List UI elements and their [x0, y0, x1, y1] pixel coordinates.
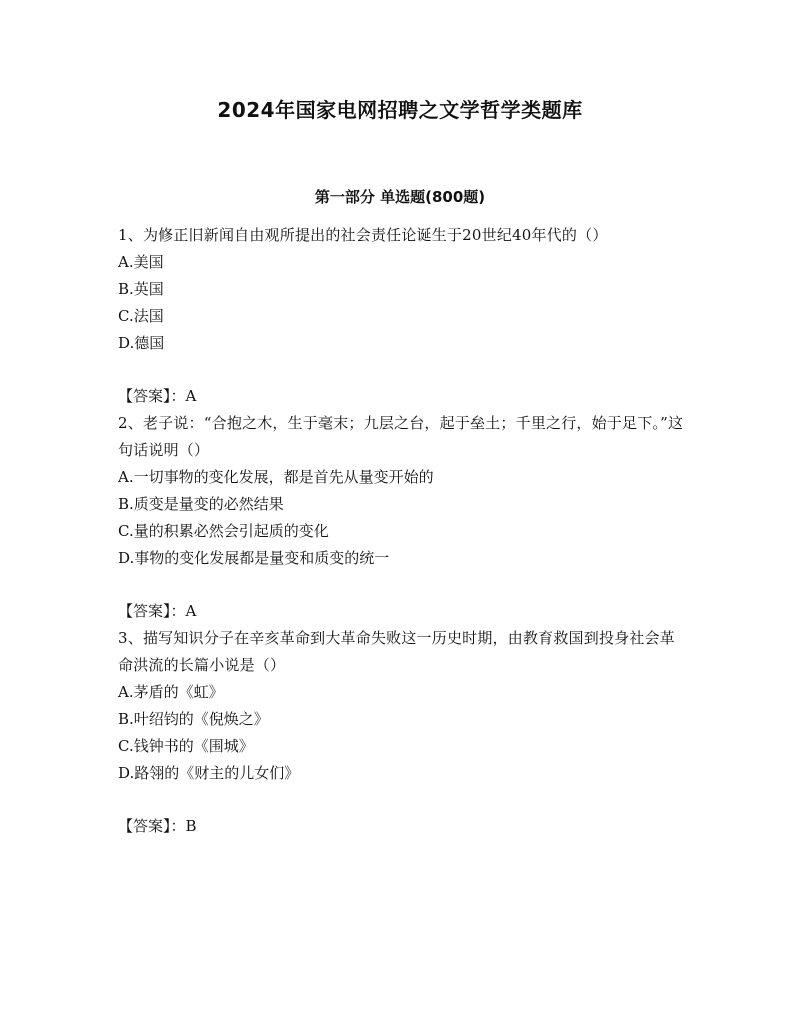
- question-stem: 3、描写知识分子在辛亥革命到大革命失败这一历史时期，由教育救国到投身社会革命洪流的长篇小说是（）: [118, 629, 675, 674]
- question-item: [118, 625, 688, 840]
- answer-line: [118, 813, 688, 840]
- option-list: [118, 249, 688, 357]
- option-b: B.质变是量变的必然结果: [118, 495, 284, 513]
- option-d: D.事物的变化发展都是量变和质变的统一: [118, 549, 390, 567]
- question-list: [118, 222, 688, 840]
- answer-line: [118, 383, 688, 410]
- answer-label: 【答案】：: [118, 817, 186, 835]
- document-title: 2024年国家电网招聘之文学哲学类题库: [217, 98, 583, 122]
- answer-value: A: [185, 602, 197, 620]
- question-stem: 2、老子说：“合抱之木，生于毫末；九层之台，起于垒土；千里之行，始于足下。”这句话说明（）: [118, 414, 684, 459]
- option-list: [118, 679, 688, 787]
- answer-value: A: [185, 387, 197, 405]
- answer-line: [118, 598, 688, 625]
- option-a: A.茅盾的《虹》: [118, 683, 224, 701]
- option-d: D.德国: [118, 334, 165, 352]
- option-b: B.叶绍钧的《倪焕之》: [118, 710, 269, 728]
- answer-label: 【答案】：: [118, 387, 186, 405]
- option-c: C.法国: [118, 307, 164, 325]
- question-stem: 1、为修正旧新闻自由观所提出的社会责任论诞生于20世纪40年代的（）: [118, 226, 608, 244]
- section-title: 第一部分 单选题(800题): [314, 188, 486, 206]
- option-b: B.英国: [118, 280, 164, 298]
- option-c: C.钱钟书的《围城》: [118, 737, 254, 755]
- option-a: A.美国: [118, 253, 164, 271]
- option-list: [118, 464, 688, 572]
- answer-label: 【答案】：: [118, 602, 186, 620]
- option-d: D.路翎的《财主的儿女们》: [118, 764, 300, 782]
- question-item: [118, 222, 688, 410]
- option-a: A.一切事物的变化发展，都是首先从量变开始的: [118, 468, 434, 486]
- option-c: C.量的积累必然会引起质的变化: [118, 522, 329, 540]
- answer-value: B: [185, 817, 197, 835]
- question-item: [118, 410, 688, 625]
